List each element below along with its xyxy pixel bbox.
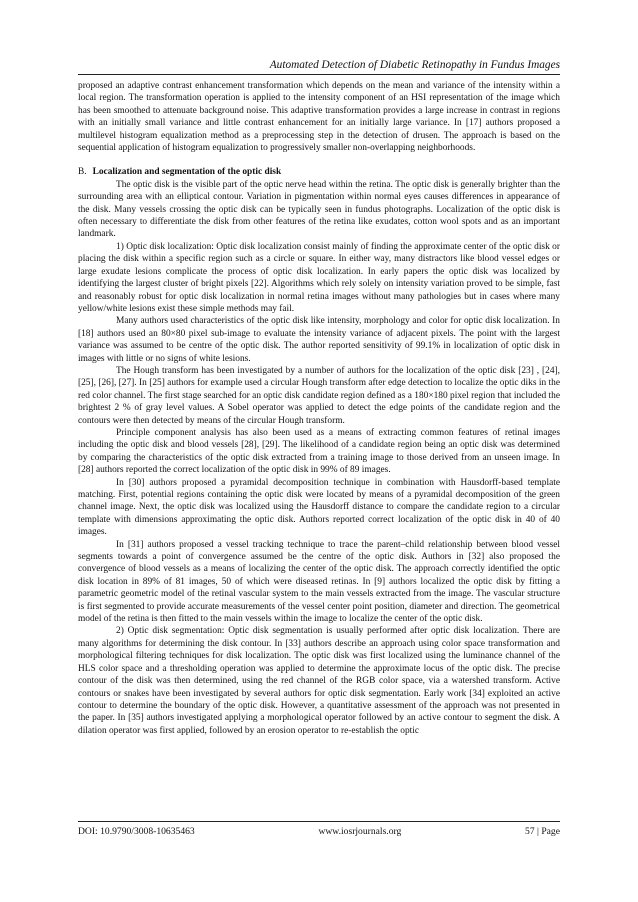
body-paragraph: Many authors used characteristics of the optic disk like intensity, morphology and color for optic disk localization. In [18] authors used an 80×80 pixel sub-image to evaluate the intensity variance of adjacent pixels. The point with the largest variance was assumed to be centre of the optic disk. The author reported sensitivity of 99.1% in localization of optic disk in images with little or no signs of white lesions. [78,316,560,364]
intro-paragraph: proposed an adaptive contrast enhancement transformation which depends on the mean and variance of the intensity within a local region. The transformation operation is applied to the intensity component of an HSI representation of the image which has been smoothed to attenuate background noise. This adaptive transformation provides a large increase in contrast in regions with an initially small variance and little contrast enhancement for an initially large variance. In [17] authors proposed a multilevel histogram equalization method as a preprocessing step in the detection of drusen. The approach is based on the sequential application of histogram equalization to progressively smaller non-overlapping neighborhoods. [78,81,560,154]
body-paragraph: In [31] authors proposed a vessel tracking technique to trace the parent–child relationship between blood vessel segments towards a point of convergence assumed be the centre of the optic disk. Authors in [32] also proposed the convergence of blood vessels as a means of localizing the center of the optic disk. The approach correctly identified the optic disk location in 89% of 81 images, 50 of which were diseased retinas. In [9] authors localized the optic disk by fitting a parametric geometric model of the retinal vascular system to the main vessels extracted from the image. The vascular structure is first segmented to provide accurate measurements of the vessel center point position, diameter and direction. The geometrical model of the retina is then fitted to the main vessels within the image to localize the center of the optic disk. [78,539,560,625]
footer-doi: DOI: 10.9790/3008-10635463 [78,826,195,837]
body-paragraph: In [30] authors proposed a pyramidal decomposition technique in combination with Hausdorff-based template matching. First, potential regions containing the optic disk were located by means of a pyramidal decomposition of the green channel image. Next, the optic disk was localized using the Hausdorff distance to compare the candidate region to a circular template with dimensions approximating the optic disk. Authors reported correct localization of the optic disk in 40 of 40 images. [78,477,560,538]
running-header: Automated Detection of Diabetic Retinopathy in Fundus Images [269,59,560,71]
section-number: B. [78,167,87,178]
body-paragraph: The optic disk is the visible part of the optic nerve head within the retina. The optic disk is generally brighter than the surrounding area with an elliptical contour. Variation in pigmentation within normal eyes causes differences in appearance of the disk. Many vessels crossing the optic disk can be typically seen in fundus photographs. Localization of the optic disk is often necessary to differentiate the disk from other features of the retina like exudates, cotton wool spots and as an important landmark. [78,179,560,240]
body-paragraph: 2) Optic disk segmentation: Optic disk segmentation is usually performed after optic disk localization. There are many algorithms for determining the disk contour. In [33] authors describe an approach using color space transformation and morphological filtering techniques for disk localization. The optic disk was first localized using the luminance channel of the HLS color space and a thresholding operation was applied to determine the approximate locus of the optic disk. The precise contour of the disk was then determined, using the red channel of the RGB color space, via a watershed transform. Active contours or snakes have been investigated by several authors for optic disk segmentation. Early work [34] exploited an active contour to determine the boundary of the optic disk. However, a quantitative assessment of the approach was not presented in the paper. In [35] authors investigated applying a morphological operator followed by an active contour to segment the disk. A dilation operator was first applied, followed by an erosion operator to re-establish the optic [78,626,560,736]
footer-page-number: 57 | Page [525,826,560,837]
footer-rule [78,821,560,822]
page-footer [78,826,560,838]
section-title: Localization and segmentation of the optic disk [92,167,282,178]
body-paragraph: 1) Optic disk localization: Optic disk localization consist mainly of finding the approximate center of the optic disk or placing the disk within a specific region such as a circle or square. In either way, many distractors like blood vessel edges or large exudate lesions complicate the process of optic disk localization. In early papers the optic disk was localized by identifying the largest cluster of bright pixels [22]. Algorithms which rely solely on intensity variation proved to be simple, fast and reasonably robust for optic disk localization in normal retina images without many pathologies but in cases where many yellow/white lesions exist these simple methods may fail. [78,241,560,314]
section-heading [78,166,560,178]
footer-website: www.iosrjournals.org [318,826,402,837]
body-paragraph: The Hough transform has been investigated by a number of authors for the localization of the optic disk [23] , [24], [25], [26], [27]. In [25] authors for example used a circular Hough transform after edge detection to localize the optic diks in the red color channel. The first stage searched for an optic disk candidate region defined as a 180×180 pixel region that included the brightest 2 % of gray level values. A Sobel operator was applied to detect the edge points of the candidate region and the contours were then detected by means of the circular Hough transform. [78,365,560,426]
document-body [78,80,560,737]
header-rule [78,74,560,75]
body-paragraph: Principle component analysis has also been used as a means of extracting common features of retinal images including the optic disk and blood vessels [28], [29]. The likelihood of a candidate region being an optic disk was determined by comparing the characteristics of the optic disk extracted from a training image to those derived from an unseen image. In [28] authors reported the correct localization of the optic disk in 99% of 89 images. [78,427,560,476]
